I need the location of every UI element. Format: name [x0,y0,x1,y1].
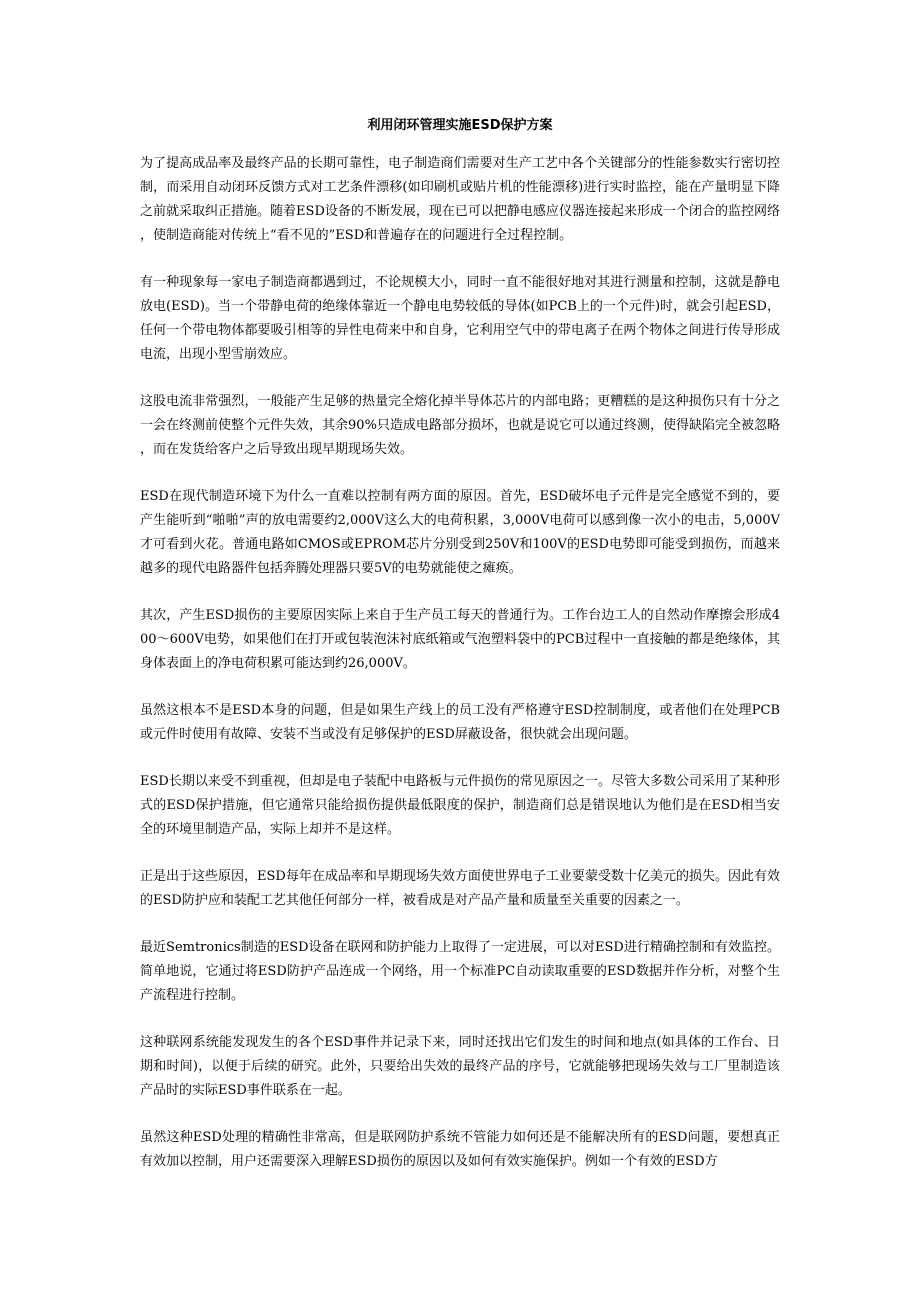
paragraph-3: 这股电流非常强烈，一般能产生足够的热量完全熔化掉半导体芯片的内部电路；更糟糕的是这种损伤只有十分之一会在终测前使整个元件失效，其余90%只造成电路部分损坏，也就是说它可以通过终测，使得缺陷完全被忽略，而在发货给客户之后导致出现早期现场失效。 [140,394,780,457]
paragraph-9: 最近Semtronics制造的ESD设备在联网和防护能力上取得了一定进展，可以对ESD进行精确控制和有效监控。简单地说，它通过将ESD防护产品连成一个网络，用一个标准PC自动读取重要的ESD数据并作分析，对整个生产流程进行控制。 [140,940,780,1003]
paragraph-1: 为了提高成品率及最终产品的长期可靠性，电子制造商们需要对生产工艺中各个关键部分的性能参数实行密切控制，而采用自动闭环反馈方式对工艺条件漂移(如印刷机或贴片机的性能漂移)进行实时监控，能在产量明显下降之前就采取纠正措施。随着ESD设备的不断发展，现在已可以把静电感应仪器连接起来形成一个闭合的监控网络，使制造商能对传统上“看不见的”ESD和普遍存在的问题进行全过程控制。 [140,156,780,243]
paragraph-2: 有一种现象每一家电子制造商都遇到过，不论规模大小，同时一直不能很好地对其进行测量和控制，这就是静电放电(ESD)。当一个带静电荷的绝缘体靠近一个静电电势较低的导体(如PCB上的一个元件)时，就会引起ESD，任何一个带电物体都要吸引相等的异性电荷来中和自身，它利用空气中的带电离子在两个物体之间进行传导形成电流，出现小型雪崩效应。 [140,275,780,362]
paragraph-7: ESD长期以来受不到重视，但却是电子装配中电路板与元件损伤的常见原因之一。尽管大多数公司采用了某种形式的ESD保护措施，但它通常只能给损伤提供最低限度的保护，制造商们总是错误地认为他们是在ESD相当安全的环境里制造产品，实际上却并不是这样。 [140,774,780,837]
paragraph-11: 虽然这种ESD处理的精确性非常高，但是联网防护系统不管能力如何还是不能解决所有的ESD问题，要想真正有效加以控制，用户还需要深入理解ESD损伤的原因以及如何有效实施保护。例如一个有效的ESD方 [140,1130,780,1169]
paragraph-5: 其次，产生ESD损伤的主要原因实际上来自于生产员工每天的普通行为。工作台边工人的自然动作摩擦会形成400～600V电势，如果他们在打开或包装泡沫衬底纸箱或气泡塑料袋中的PCB过程中一直接触的都是绝缘体，其身体表面上的净电荷积累可能达到约26,000V。 [140,608,780,671]
paragraph-8: 正是出于这些原因，ESD每年在成品率和早期现场失效方面使世界电子工业要蒙受数十亿美元的损失。因此有效的ESD防护应和装配工艺其他任何部分一样，被看成是对产品产量和质量至关重要的因素之一。 [140,869,780,908]
document-title: 利用闭环管理实施ESD保护方案 [367,118,553,133]
document-body [140,152,780,1197]
paragraph-10: 这种联网系统能发现发生的各个ESD事件并记录下来，同时还找出它们发生的时间和地点(如具体的工作台、日期和时间)，以便于后续的研究。此外，只要给出失效的最终产品的序号，它就能够把现场失效与工厂里制造该产品时的实际ESD事件联系在一起。 [140,1035,780,1098]
paragraph-4: ESD在现代制造环境下为什么一直难以控制有两方面的原因。首先，ESD破坏电子元件是完全感觉不到的，要产生能听到“啪啪”声的放电需要约2,000V这么大的电荷积累，3,000V电荷可以感到像一次小的电击，5,000V才可看到火花。普通电路如CMOS或EPROM芯片分别受到250V和100V的ESD电势即可能受到损伤，而越来越多的现代电路器件包括奔腾处理器只要5V的电势就能使之瘫痪。 [140,489,780,576]
paragraph-6: 虽然这根本不是ESD本身的问题，但是如果生产线上的员工没有严格遵守ESD控制制度，或者他们在处理PCB或元件时使用有故障、安装不当或没有足够保护的ESD屏蔽设备，很快就会出现问题。 [140,703,780,742]
